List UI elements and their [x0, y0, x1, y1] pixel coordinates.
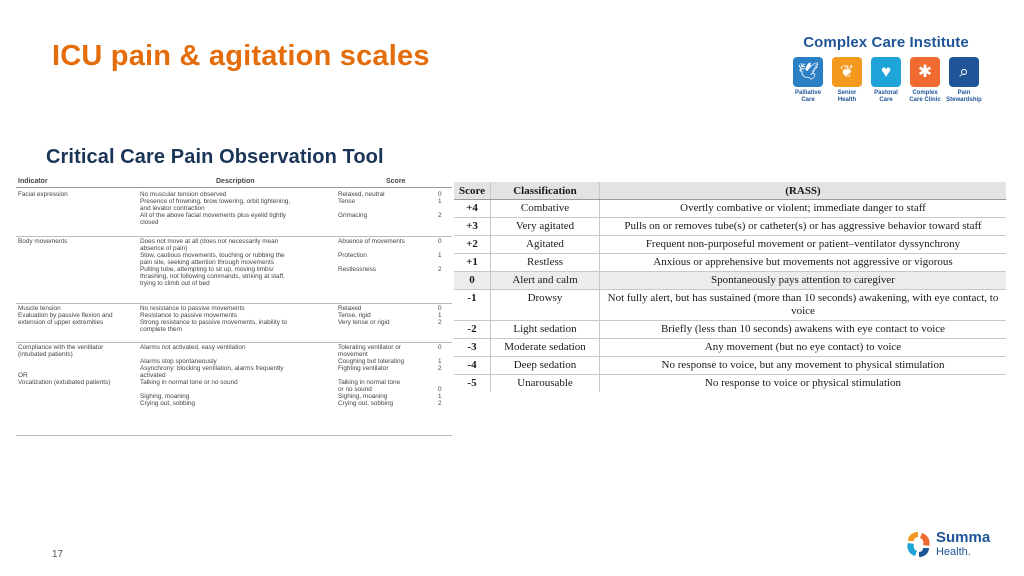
cpot-line: OR [18, 372, 28, 379]
cpot-rows [16, 190, 452, 436]
cpot-scores-cell [438, 305, 450, 333]
rass-score-cell: 0 [454, 272, 491, 290]
cpot-line: Relaxed, neutral [338, 191, 385, 198]
cpot-line: Tense [338, 198, 356, 205]
rass-header-score: Score [454, 182, 491, 200]
cpot-score-labels-cell [338, 344, 434, 407]
cpot-line: absence of pain) [140, 245, 188, 252]
cpot-line: Pulling tube, attempting to sit up, moving limbs/ [140, 266, 274, 273]
cpot-line: Fighting ventilator [338, 365, 389, 372]
rass-classification-cell: Alert and calm [491, 272, 600, 290]
cpot-line [18, 400, 136, 407]
cpot-line: 2 [438, 365, 442, 372]
rass-row [454, 254, 1006, 272]
cpot-line [438, 245, 450, 252]
cpot-line [338, 273, 434, 280]
institute-icon-label: Pain Stewardship [946, 90, 982, 103]
cpot-line: Asynchrony: blocking ventilation, alarms frequently [140, 365, 284, 372]
rass-score-cell: -3 [454, 339, 491, 357]
cpot-line [18, 358, 136, 365]
cpot-line: Evaluation by passive flexion and [18, 312, 113, 319]
cpot-line: Facial expression [18, 191, 68, 198]
institute-icon-row [786, 57, 986, 104]
complex-care-institute-logo [786, 34, 986, 104]
rass-classification-cell: Very agitated [491, 218, 600, 236]
cpot-scores-cell [438, 191, 450, 226]
institute-icon-item [946, 57, 982, 104]
institute-icon-label: Senior Health [837, 90, 857, 103]
cpot-line: extension of upper extremities [18, 319, 104, 326]
cpot-title: Critical Care Pain Observation Tool [46, 146, 384, 168]
cpot-line: Does not move at all (does not necessarily mean [140, 238, 279, 245]
rass-row [454, 272, 1006, 290]
cpot-line: 2 [438, 400, 442, 407]
cpot-indicator-cell [18, 344, 136, 407]
cpot-line: 1 [438, 393, 442, 400]
rass-description-cell: Briefly (less than 10 seconds) awakens with eye contact to voice [600, 321, 1007, 339]
rass-row [454, 375, 1006, 393]
cpot-line [140, 351, 336, 358]
cpot-line: No muscular tension observed [140, 191, 227, 198]
dove-icon: 🕊 [793, 57, 823, 87]
cpot-line [438, 351, 450, 358]
cpot-description-cell [140, 191, 336, 226]
cpot-line: 0 [438, 191, 442, 198]
cpot-line: and levator contraction [140, 205, 205, 212]
cpot-line [18, 386, 136, 393]
cpot-line: pain site, seeking attention through movements [140, 259, 274, 266]
cpot-header-indicator: Indicator [18, 178, 48, 185]
cpot-line: Slow, cautious movements, touching or rubbing the [140, 252, 285, 259]
rass-header-classification: Classification [491, 182, 600, 200]
cpot-description-cell [140, 238, 336, 287]
rass-row [454, 200, 1006, 218]
rass-score-cell: +2 [454, 236, 491, 254]
summa-name: Summa [936, 529, 991, 546]
cpot-score-labels-cell [338, 191, 434, 226]
cpot-line: Sighing, moaning [338, 393, 388, 400]
cpot-line: Alarms not activated, easy ventilation [140, 344, 246, 351]
rass-row [454, 357, 1006, 375]
cpot-scores-cell [438, 238, 450, 287]
cpot-line [338, 280, 434, 287]
cpot-line [438, 326, 450, 333]
cpot-indicator-cell [18, 238, 136, 245]
cpot-line: Alarms stop spontaneously [140, 358, 217, 365]
cpot-line: All of the above facial movements plus eyelid tightly [140, 212, 286, 219]
rass-classification-cell: Agitated [491, 236, 600, 254]
summa-wordmark [932, 531, 990, 559]
cpot-line: 1 [438, 198, 442, 205]
cpot-line: No resistance to passive movements [140, 305, 245, 312]
cpot-line: Tolerating ventilator or [338, 344, 401, 351]
rass-body [454, 200, 1006, 393]
cpot-line [338, 259, 434, 266]
cpot-line: Vocalization (extubated patients) [18, 379, 111, 386]
cpot-line: 2 [438, 212, 442, 219]
cpot-line [438, 205, 450, 212]
cpot-line [438, 372, 450, 379]
cpot-line: Crying out, sobbing [338, 400, 394, 407]
magnifier-icon: ⌕ [949, 57, 979, 87]
cpot-panel [16, 146, 452, 442]
cpot-line: complete them [140, 326, 182, 333]
cpot-line [438, 280, 450, 287]
cpot-line: activated [140, 372, 166, 379]
institute-icon-item [907, 57, 943, 104]
cpot-line: Tense, rigid [338, 312, 371, 319]
cpot-description-cell [140, 344, 336, 407]
cpot-line: 0 [438, 386, 442, 393]
cpot-line: Grimacing [338, 212, 368, 219]
rass-row [454, 321, 1006, 339]
cpot-score-labels-cell [338, 305, 434, 333]
rass-score-cell: +4 [454, 200, 491, 218]
cpot-scores-cell [438, 344, 450, 407]
rass-description-cell: No response to voice or physical stimulation [600, 375, 1007, 393]
cpot-header-row [16, 178, 452, 188]
rass-description-cell: Frequent non-purposeful movement or patient–ventilator dyssynchrony [600, 236, 1007, 254]
rass-score-cell: +3 [454, 218, 491, 236]
cpot-line: closed [140, 219, 159, 226]
cpot-line [438, 259, 450, 266]
rass-table [454, 182, 1006, 392]
rass-score-cell: -1 [454, 290, 491, 321]
rass-description-cell: Pulls on or removes tube(s) or catheter(s) or has aggressive behavior toward staff [600, 218, 1007, 236]
cpot-line: 2 [438, 319, 442, 326]
rass-header-row [454, 182, 1006, 200]
tree-icon: ❦ [832, 57, 862, 87]
cpot-line: Absence of movements [338, 238, 405, 245]
institute-icon-label: Palliative Care [794, 90, 821, 103]
cpot-header-score: Score [386, 178, 406, 185]
cpot-line [140, 386, 336, 393]
institute-icon-label: Pastoral Care [874, 90, 898, 103]
cpot-score-labels-cell [338, 238, 434, 287]
snowflake-icon: ✱ [910, 57, 940, 87]
cpot-line [338, 205, 434, 212]
cpot-line: Presence of frowning, brow lowering, orbit tightening, [140, 198, 291, 205]
rass-classification-cell: Light sedation [491, 321, 600, 339]
rass-score-cell: -4 [454, 357, 491, 375]
rass-row [454, 218, 1006, 236]
institute-icon-item [790, 57, 826, 104]
page-title: ICU pain & agitation scales [52, 40, 430, 72]
summa-health-logo [904, 530, 990, 560]
cpot-line: 1 [438, 358, 442, 365]
cpot-line: Muscle tension [18, 305, 61, 312]
cpot-line: Restlessness [338, 266, 377, 273]
cpot-line [438, 273, 450, 280]
rass-description-cell: No response to voice, but any movement to physical stimulation [600, 357, 1007, 375]
rass-description-cell: Spontaneously pays attention to caregiver [600, 272, 1007, 290]
rass-score-cell: -5 [454, 375, 491, 393]
cpot-line [18, 393, 136, 400]
rass-classification-cell: Moderate sedation [491, 339, 600, 357]
cpot-line [18, 365, 136, 372]
rass-classification-cell: Deep sedation [491, 357, 600, 375]
cpot-line: Body movements [18, 238, 68, 245]
cpot-indicator-cell [18, 305, 136, 326]
cpot-line: 0 [438, 238, 442, 245]
cpot-line [338, 326, 434, 333]
rass-row [454, 339, 1006, 357]
institute-icon-item [829, 57, 865, 104]
cpot-indicator-cell [18, 191, 136, 198]
cpot-description-cell [140, 305, 336, 333]
rass-header-description: (RASS) [600, 182, 1007, 200]
cpot-line: Compliance with the ventilator [18, 344, 104, 351]
cpot-line: 1 [438, 252, 442, 259]
rass-description-cell: Overtly combative or violent; immediate danger to staff [600, 200, 1007, 218]
rass-classification-cell: Drowsy [491, 290, 600, 321]
institute-icon-item [868, 57, 904, 104]
summa-sub: Health. [936, 546, 971, 558]
cpot-line: Very tense or rigid [338, 319, 390, 326]
summa-mark-icon [904, 530, 932, 560]
cpot-line: Talking in normal tone or no sound [140, 379, 238, 386]
cpot-line [338, 219, 434, 226]
cpot-row [16, 343, 452, 436]
cpot-line: movement [338, 351, 368, 358]
cpot-line [338, 372, 434, 379]
cpot-line: Resistance to passive movements [140, 312, 237, 319]
cpot-line: 1 [438, 312, 442, 319]
rass-classification-cell: Restless [491, 254, 600, 272]
cpot-line [438, 379, 450, 386]
cpot-row [16, 190, 452, 237]
institute-icon-label: Complex Care Clinic [909, 90, 941, 103]
rass-row [454, 290, 1006, 321]
rass-description-cell: Not fully alert, but has sustained (more than 10 seconds) awakening, with eye contact, to voice [600, 290, 1007, 321]
rass-row [454, 236, 1006, 254]
cpot-line: Relaxed [338, 305, 362, 312]
heart-hands-icon: ♥ [871, 57, 901, 87]
rass-classification-cell: Unarousable [491, 375, 600, 393]
cpot-line: thrashing, not following commands, striking at staff, [140, 273, 285, 280]
cpot-row [16, 304, 452, 343]
cpot-line [338, 245, 434, 252]
slide-number: 17 [52, 549, 64, 560]
cpot-line: Crying out, sobbing [140, 400, 196, 407]
cpot-line: 0 [438, 305, 442, 312]
cpot-line: (intubated patients) [18, 351, 73, 358]
cpot-line: Protection [338, 252, 367, 259]
rass-classification-cell: Combative [491, 200, 600, 218]
cpot-line: Sighing, moaning [140, 393, 190, 400]
cpot-line: or no sound [338, 386, 372, 393]
cpot-line: trying to climb out of bed [140, 280, 210, 287]
cpot-line: Coughing but tolerating [338, 358, 405, 365]
rass-description-cell: Anxious or apprehensive but movements not aggressive or vigorous [600, 254, 1007, 272]
cpot-line: Talking in normal tone [338, 379, 401, 386]
institute-name: Complex Care Institute [803, 34, 969, 51]
cpot-row [16, 237, 452, 304]
rass-description-cell: Any movement (but no eye contact) to voice [600, 339, 1007, 357]
cpot-line: Strong resistance to passive movements, inability to [140, 319, 288, 326]
cpot-line [438, 219, 450, 226]
cpot-line: 2 [438, 266, 442, 273]
rass-score-cell: +1 [454, 254, 491, 272]
cpot-line: 0 [438, 344, 442, 351]
rass-score-cell: -2 [454, 321, 491, 339]
cpot-header-description: Description [216, 178, 255, 185]
